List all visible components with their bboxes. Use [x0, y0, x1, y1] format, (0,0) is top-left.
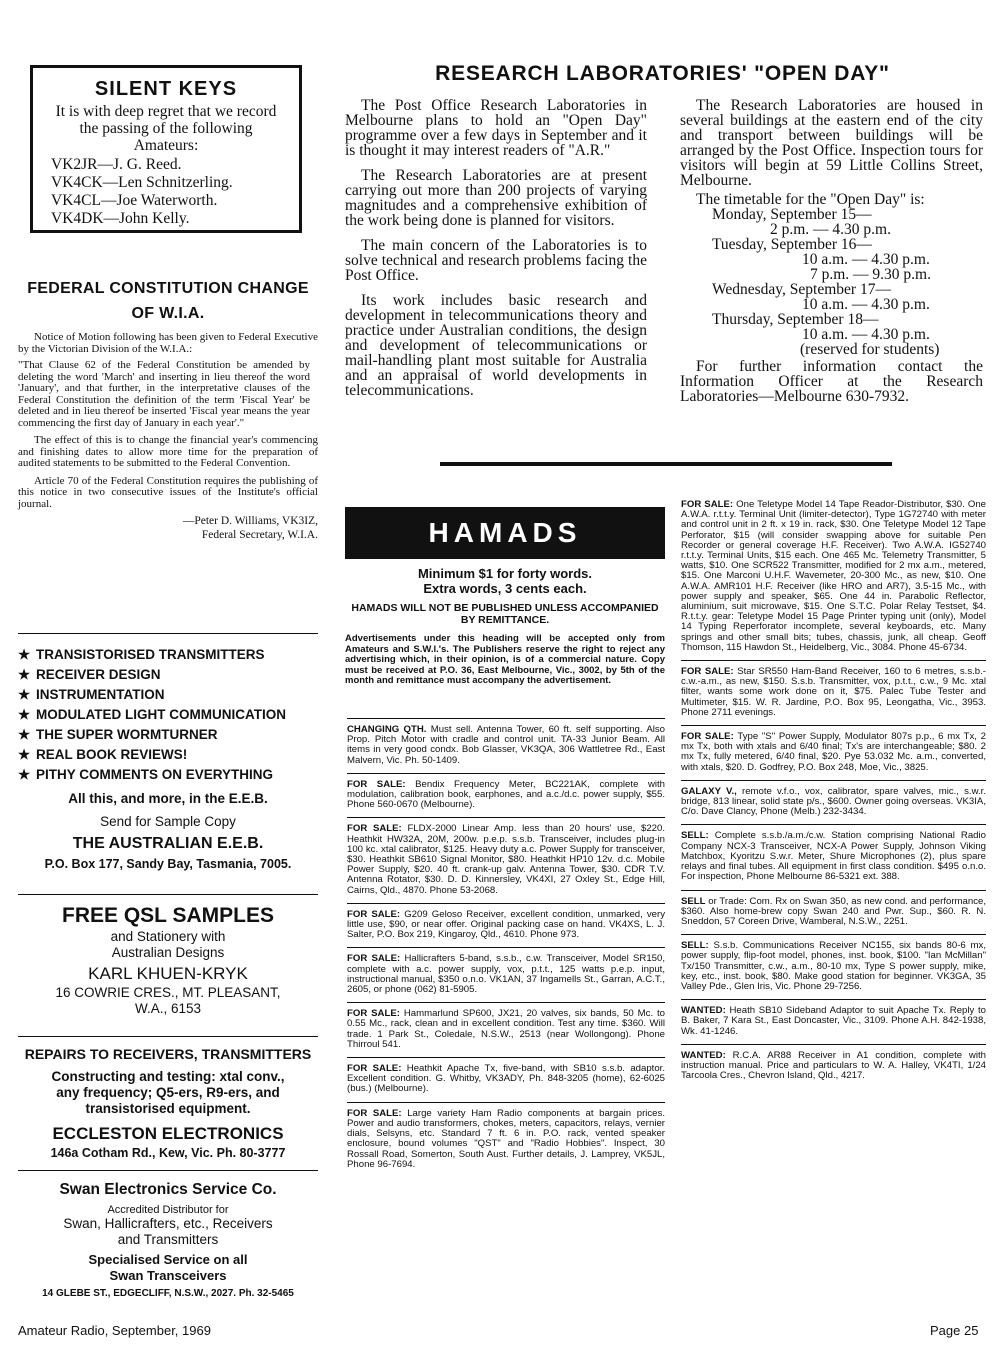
- repairs-address: 146a Cotham Rd., Kew, Vic. Ph. 80-3777: [50, 1146, 286, 1160]
- classified-ad: FOR SALE: Hallicrafters 5-band, s.s.b., c.w. Transceiver, Model SR150, complete with a.c. power supply, vox, p.t.t., 125 watts p.e.p. input, instructional manual, $350 o.n.o. VK1AN, 37 Ingamells St., Garran, A.C.T., 2605, or phone (062) 81-5905.: [347, 947, 665, 995]
- divider: [18, 633, 318, 634]
- classified-ad: CHANGING QTH. Must sell. Antenna Tower, 60 ft. self supporting. Also Prop. Pitch Motor with cradle and control unit. TA-33 Junior Beam. All items in very good condx. Bob Glasser, VK3QA, 306 Wattletree Rd., East Malvern, Vic. Ph. 50-1409.: [347, 718, 665, 766]
- eeb-address: P.O. Box 177, Sandy Bay, Tasmania, 7005.: [44, 857, 292, 871]
- timetable-day: Tuesday, September 16—: [712, 236, 872, 253]
- hamads-conditions: Advertisements under this heading will be accepted only from Amateurs and S.W.l.'s. The Publishers reserve the right to reject any advertising which, in their opinion, is of a commercial nature. Copy must be received at P.O. 36, East Melbourne, Vic., 3002, by 5th of the month and remittance must accompany the advertisement.: [345, 633, 665, 686]
- classified-ad: SELL: Complete s.s.b./a.m./c.w. Station comprising National Radio Company NCX-3 Transceiver, NCX-A Power Supply, Johnson Viking Matchbox, Kyoritzu S.w.r. Meter, Shure Microphones (2), plus spare relays and final tubes. All equipment in first class condition. $495 o.n.o. For inspection, Phone Melbourne 86-5321 ext. 388.: [681, 824, 986, 882]
- hamads-remittance-note: HAMADS WILL NOT BE PUBLISHED UNLESS ACCOMPANIED BY REMITTANCE.: [351, 602, 659, 626]
- signature-title: Federal Secretary, W.I.A.: [201, 529, 318, 541]
- silent-key-name: VK4CL—Joe Waterworth.: [51, 192, 218, 209]
- classified-ad: GALAXY V., remote v.f.o., vox, calibrator, spare valves, mic., s.w.r. bridge, 813 linear, solid state p/s., $600. Owner going overseas. VK3IA, C/o. Dave Clancy, Phone (Melb.) 232-3434.: [681, 780, 986, 818]
- eeb-feature: ★ THE SUPER WORMTURNER: [18, 725, 318, 745]
- research-column-2: [680, 98, 983, 414]
- eeb-feature: ★ INSTRUMENTATION: [18, 685, 318, 705]
- classified-ad: WANTED: R.C.A. AR88 Receiver in A1 condition, complete with instruction manual. Price and particulars to W. A. Halley, VK4TI, 1/24 Tarcoola Cres., Chevron Island, Qld., 4217.: [681, 1044, 986, 1082]
- star-icon: ★: [18, 707, 31, 722]
- eeb-advertisement: [18, 645, 318, 871]
- swan-advertisement: [18, 1180, 318, 1299]
- classified-ad: FOR SALE: Bendix Frequency Meter, BC221AK, complete with modulation, calibration book, earphones, and a.c./d.c. power supply, $55. Phone 560-0670 (Melbourne).: [347, 773, 665, 811]
- federal-title-line1: FEDERAL CONSTITUTION CHANGE: [27, 280, 309, 297]
- hamads-column-2: [681, 500, 986, 1081]
- swan-sub: Swan, Hallicrafters, etc., Receivers: [63, 1216, 273, 1231]
- silent-keys-list: [51, 156, 281, 228]
- timetable-time: 10 a.m. — 4.30 p.m.: [802, 296, 930, 313]
- swan-sub: Swan Transceivers: [109, 1268, 227, 1283]
- qsl-sub: and Stationery with: [110, 929, 226, 944]
- research-paragraph: The Research Laboratories are at present carrying out more than 200 projects of varying magnitudes and a comprehensive exhibition of the work being done is planned for visitors.: [345, 167, 647, 229]
- eeb-feature-list: [18, 645, 318, 785]
- timetable-note: (reserved for students): [800, 341, 940, 358]
- federal-title-line2: OF W.I.A.: [131, 305, 205, 322]
- divider: [18, 894, 318, 895]
- divider: [18, 1036, 318, 1037]
- eeb-sample-copy: Send for Sample Copy: [100, 814, 236, 829]
- classified-ad: FOR SALE: Hammarlund SP600, JX21, 20 valves, six bands, 50 Mc. to 0.55 Mc., rack, clean and in excellent condition. Test any time. $360. Will trade. 1 Park St., Coledale, N.S.W., 2513 (near Wollongong). Phone Thirroul 541.: [347, 1002, 665, 1050]
- qsl-address: 16 COWRIE CRES., MT. PLEASANT,: [55, 985, 281, 1000]
- eeb-feature: ★ REAL BOOK REVIEWS!: [18, 745, 318, 765]
- qsl-heading: FREE QSL SAMPLES: [62, 904, 274, 927]
- repairs-company: ECCLESTON ELECTRONICS: [52, 1124, 284, 1143]
- classified-ad: FOR SALE: Large variety Ham Radio components at bargain prices. Power and audio transformers, chokes, meters, capacitors, relays, vernier dials, Selsyns, etc. Standard 7 ft. 6 in. P.O. rack, vented speaker enclosure, bound volumes "QST" and "Radio Hobbies". Inspect, 30 Rossall Road, Somerton, South Aust. Further details, J. Lamprey, VK5JL, Phone 96-7694.: [347, 1102, 665, 1170]
- swan-address: 14 GLEBE ST., EDGECLIFF, N.S.W., 2027. Ph. 32-5465: [42, 1288, 294, 1299]
- hamads-title: HAMADS: [345, 507, 665, 559]
- eeb-publisher: THE AUSTRALIAN E.E.B.: [72, 835, 264, 852]
- silent-key-name: VK2JR—J. G. Reed.: [51, 156, 182, 173]
- classified-ad: FOR SALE: Star SR550 Ham-Band Receiver, 160 to 6 metres, s.s.b.-c.w.-a.m., as new, $150. S.s.b. Transmitter, vox, p.t.t., c.w., 9 Mc. xtal filter, wants some work done on it, $75. Palec Tube Tester and Multimeter, $15. W. R. Jardine, P.O. Box 95, Leongatha, Vic., 3953. Phone 2711 evenings.: [681, 660, 986, 718]
- eeb-feature: ★ RECEIVER DESIGN: [18, 665, 318, 685]
- timetable-time: 2 p.m. — 4.30 p.m.: [770, 221, 891, 238]
- swan-heading: Swan Electronics Service Co.: [59, 1181, 277, 1198]
- silent-keys-title: SILENT KEYS: [94, 78, 238, 100]
- classified-ad: FOR SALE: FLDX-2000 Linear Amp. less than 20 hours' use, $220. Heathkit HW32A, 20M, 200w. p.e.p. s.s.b. Transceiver, includes plug-in 100 kc. xtal calibrator, $125. Heavy duty a.c. Power Supply for transceiver, $30. Heathkit SB610 Signal Monitor, $80. Heathkit HP10 12v. d.c. Mobile Power Supply, $20. 40 ft. crank-up galv. Antenna Tower, $30. CDR T.V. Antenna Rotator, $30. D. D. Kinnersley, VK4XI, 27 Oxley St., Edge Hill, Cairns, Qld., 4870. Phone 53-2068.: [347, 817, 665, 895]
- silent-key-name: VK4CK—Len Schnitzerling.: [51, 174, 233, 191]
- federal-paragraph: Article 70 of the Federal Constitution requires the publishing of this notice in two consecutive issues of the Institute's official journal.: [18, 474, 318, 510]
- hamads-rate: Minimum $1 for forty words.: [417, 566, 593, 581]
- timetable-time: 10 a.m. — 4.30 p.m.: [802, 326, 930, 343]
- swan-sub: Accredited Distributor for: [107, 1204, 229, 1216]
- repairs-sub: transistorised equipment.: [85, 1101, 251, 1116]
- repairs-advertisement: [18, 1045, 318, 1161]
- qsl-name: KARL KHUEN-KRYK: [88, 964, 248, 983]
- classified-ad: FOR SALE: G209 Geloso Receiver, excellent condition, unmarked, very little use, $90, or near offer. Original packing case on hand. VK4XS, L. J. Salter, P.O. Box 219, Kingaroy, Qld., 4610. Phone 973.: [347, 903, 665, 941]
- hamads-terms: [345, 566, 665, 687]
- silent-keys-intro: It is with deep regret that we record the passing of the following Amateurs:: [55, 103, 277, 154]
- timetable: [680, 207, 983, 357]
- star-icon: ★: [18, 687, 31, 702]
- federal-constitution-section: [18, 276, 318, 542]
- silent-keys-box: [30, 65, 302, 233]
- federal-signature: [18, 514, 318, 542]
- hamads-rate: Extra words, 3 cents each.: [423, 581, 587, 596]
- star-icon: ★: [18, 727, 31, 742]
- eeb-feature: ★ PITHY COMMENTS ON EVERYTHING: [18, 765, 318, 785]
- star-icon: ★: [18, 647, 31, 662]
- star-icon: ★: [18, 667, 31, 682]
- research-paragraph: The main concern of the Laboratories is to solve technical and research problems facing the Post Office.: [345, 237, 647, 284]
- research-column-1: [345, 98, 647, 408]
- divider: [18, 1170, 318, 1171]
- timetable-time: 10 a.m. — 4.30 p.m.: [802, 251, 930, 268]
- star-icon: ★: [18, 767, 31, 782]
- signature-name: —Peter D. Williams, VK3IZ,: [182, 515, 318, 527]
- footer-page-number: Page 25: [930, 1323, 979, 1338]
- star-icon: ★: [18, 747, 31, 762]
- repairs-sub: any frequency; Q5-ers, R9-ers, and: [56, 1085, 280, 1100]
- hamads-column-1: [347, 718, 665, 1170]
- footer-publication: Amateur Radio, September, 1969: [18, 1323, 211, 1338]
- research-paragraph: The Research Laboratories are housed in several buildings at the eastern end of the city and transport between buildings will be arranged by the Post Office. Inspection tours for visitors will begin at 59 Little Collins Street, Melbourne.: [680, 97, 983, 189]
- research-paragraph: Its work includes basic research and development in telecommunications theory and practice under Australian conditions, the design and development of telecommunications or mail-handling plant most suitable for Australia and an appraisal of world developments in telecommunications.: [345, 292, 647, 399]
- federal-quote: "That Clause 62 of the Federal Constitution be amended by deleting the word 'March' and inserting in lieu thereof the word 'January', and that further, in the interpretative clauses of the Federal Constitution the definition of the term 'Fiscal Year' be deleted and in lieu thereof be inserted 'Fiscal year means the year commencing the first day of January in each year'.": [18, 359, 310, 429]
- timetable-time: 7 p.m. — 9.30 p.m.: [810, 266, 931, 283]
- classified-ad: FOR SALE: Heathkit Apache Tx, five-band, with SB10 s.s.b. adaptor. Excellent condition. G. Whitby, VK3ADY, Ph. 848-3205 (home), 62-6025 (bus.) (Melbourne).: [347, 1057, 665, 1095]
- repairs-heading: REPAIRS TO RECEIVERS, TRANSMITTERS: [24, 1046, 312, 1062]
- repairs-sub: Constructing and testing: xtal conv.,: [51, 1069, 285, 1084]
- eeb-feature: ★ MODULATED LIGHT COMMUNICATION: [18, 705, 318, 725]
- eeb-tagline: All this, and more, in the E.E.B.: [68, 791, 268, 806]
- qsl-advertisement: [18, 903, 318, 1017]
- timetable-day: Thursday, September 18—: [712, 311, 879, 328]
- eeb-feature: ★ TRANSISTORISED TRANSMITTERS: [18, 645, 318, 665]
- silent-key-name: VK4DK—John Kelly.: [51, 210, 190, 227]
- divider: [440, 462, 892, 466]
- swan-sub: and Transmitters: [117, 1232, 219, 1247]
- classified-ad: FOR SALE: Type "S" Power Supply, Modulator 807s p.p., 6 mx Tx, 2 mx Tx, both with xtals and 6/40 final; Tx's are interchangeable; $80. 2 mx Tx, fully metered, 6/40 final, $20. Pye 53.032 Mc. a.m., converted, with xtals, $20. D. Godfrey, P.O. Box 248, Moe, Vic., 3825.: [681, 725, 986, 773]
- classified-ad: FOR SALE: One Teletype Model 14 Tape Reador-Distributor, $30. One A.W.A. r.t.t.y. Terminal Unit (limiter-detector), Type 1G72740 with meter and control unit in 2 ft. x 19 in. rack, $30. One Teletype Model 12 Tape Perforator, $15 (will consider swapping above for suitable Pen Recorder or general coverage H.F. Receiver). Two A.W.A. IG52740 r.t.t.y. Terminal Units, $15 each. One 465 Mc. Telemetry Transmitter, 5 watts, $10. One SCR522 Transmitter, modified for 2 mx a.m., metered, $15. One Marconi U.H.F. Wavemeter, 20-300 Mc., as new, $10. One A.W.A. AMR101 H.F. Receiver (like HRO and AR7), 3.5-15 Mc., with power supply and speaker, $65. One 44 in. Parabolic Reflector, aluminium, suit microwave, $15. One S.T.C. Polar Relay Testset, $4. R.t.t.y. gear: Teletype Model 15 Page Printer typing unit (only), Model 14 Typing Reperforator incomplete, several keyboards, etc. Many springs and other small bits; tubes, chassis, junk, all cheap. Geoff Thomson, 115 Hawdon St., Heidelberg, Vic., 3084. Phone 45-6734.: [681, 499, 986, 653]
- classified-ad: SELL: S.s.b. Communications Receiver NC155, six bands 80-6 mx, power supply, flip-foot model, phones, inst. book, $100. "Ian McMillan" Tx/150 Transmitter, c.w., a.m., 80-10 mx, Type S power supply, mike, key, etc., inst. book, $80. Make good station for beginner. VK3GA, 35 Valley Pde., Glen Iris, Vic. Phone 29-7256.: [681, 934, 986, 992]
- qsl-address: W.A., 6153: [134, 1001, 202, 1016]
- research-title: RESEARCH LABORATORIES' "OPEN DAY": [435, 62, 890, 85]
- federal-paragraph: Notice of Motion following has been given to Federal Executive by the Victorian Division of the W.I.A.:: [18, 331, 318, 355]
- timetable-day: Monday, September 15—: [712, 206, 872, 223]
- qsl-sub: Australian Designs: [111, 945, 225, 960]
- research-paragraph: The Post Office Research Laboratories in Melbourne plans to hold an "Open Day" programme over a few days in September and it is thought it may interest readers of "A.R.": [345, 97, 647, 159]
- federal-paragraph: The effect of this is to change the financial year's commencing and finishing dates to allow more time for the preparation of audited statements to be submitted to the Federal Convention.: [18, 434, 318, 469]
- timetable-day: Wednesday, September 17—: [712, 281, 891, 298]
- classified-ad: SELL or Trade: Com. Rx on Swan 350, as new cond. and performance, $360. Also home-brew copy Swan 240 and Pwr. Sup., $60. R. N. Sneddon, 57 Coreen Drive, Wamberal, N.S.W., 2251.: [681, 890, 986, 928]
- research-paragraph: For further information contact the Information Officer at the Research Laboratories—Melbourne 630-7932.: [680, 358, 983, 405]
- swan-sub: Specialised Service on all: [88, 1252, 248, 1267]
- classified-ad: WANTED: Heath SB10 Sideband Adaptor to suit Apache Tx. Reply to B. Baker, 7 Kara St., East Doncaster, Vic., 3109. Phone A.H. 842-1938, Wk. 41-1246.: [681, 999, 986, 1037]
- research-paragraph: The timetable for the "Open Day" is:: [696, 191, 925, 208]
